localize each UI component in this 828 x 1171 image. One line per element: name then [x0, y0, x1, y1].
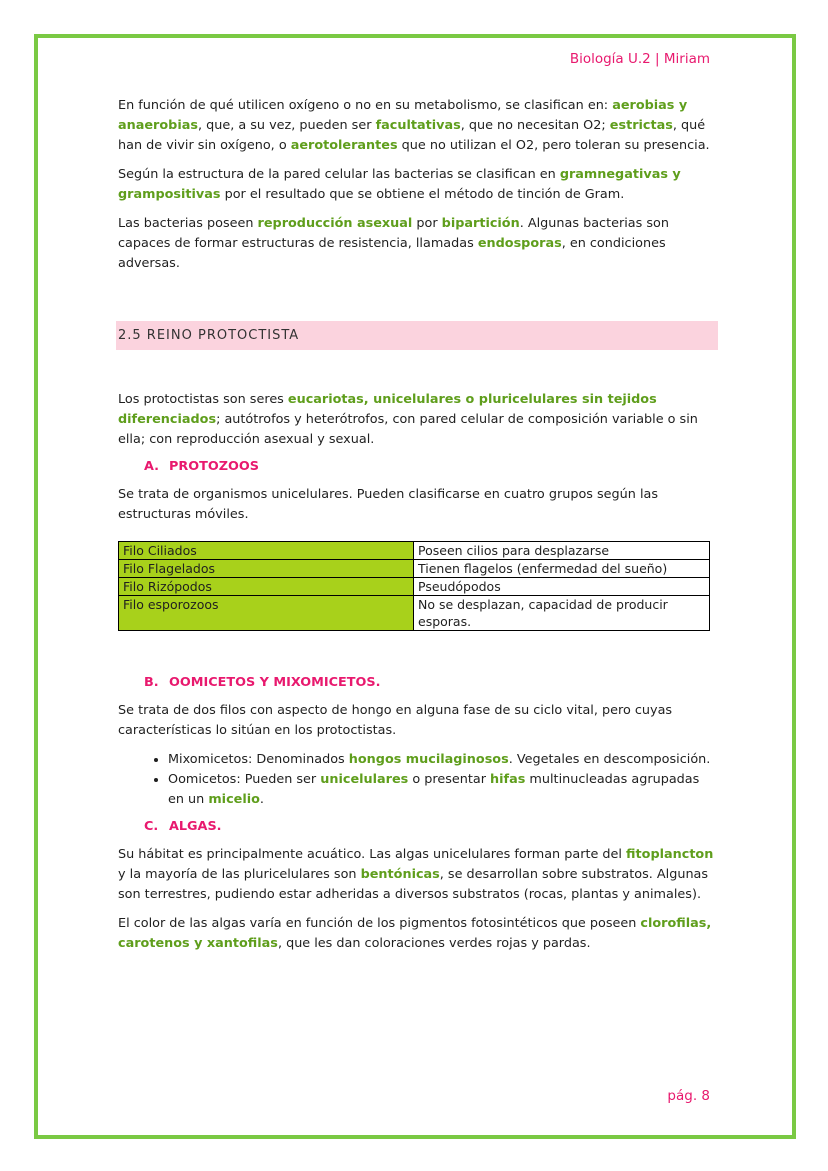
document-body	[118, 96, 714, 963]
highlighted-term: fitoplancton	[626, 847, 714, 862]
paragraph-algas-color	[118, 914, 714, 954]
subheading-title: PROTOZOOS	[169, 459, 259, 474]
subheading-algas	[144, 819, 714, 834]
subheading-letter: C.	[144, 819, 159, 834]
table-row	[119, 596, 710, 631]
highlighted-term: reproducción asexual	[257, 216, 413, 231]
text-run: o presentar	[408, 772, 491, 787]
text-run: , que, a su vez, pueden ser	[197, 118, 376, 133]
paragraph-reproduccion	[118, 214, 714, 274]
filo-description-cell: Tienen flagelos (enfermedad del sueño)	[414, 560, 710, 578]
text-run: En función de qué utilicen oxígeno o no en su metabolismo, se clasifican en:	[118, 98, 613, 113]
subheading-title: OOMICETOS Y MIXOMICETOS.	[169, 675, 381, 690]
text-run: por	[412, 216, 442, 231]
paragraph-protozoos	[118, 485, 714, 525]
highlighted-term: estrictas	[609, 118, 673, 133]
highlighted-term: endosporas	[477, 236, 562, 251]
subheading-protozoos	[144, 459, 714, 474]
oomicetos-list	[118, 750, 714, 810]
highlighted-term: hifas	[490, 772, 526, 787]
subheading-letter: A.	[144, 459, 160, 474]
text-run: Se trata de organismos unicelulares. Pueden clasificarse en cuatro grupos según las estructuras móviles.	[118, 487, 659, 522]
filo-description-cell: No se desplazan, capacidad de producir esporas.	[414, 596, 710, 631]
highlighted-term: eucariotas, unicelulares o pluricelulares sin tejidos diferenciados	[118, 392, 657, 427]
text-run: Los protoctistas son seres	[118, 392, 288, 407]
table-row	[119, 542, 710, 560]
text-run: , que les dan coloraciones verdes rojas y pardas.	[277, 936, 591, 951]
highlighted-term: hongos mucilaginosos	[348, 752, 509, 767]
text-run: Las bacterias poseen	[118, 216, 258, 231]
filo-name-cell: Filo esporozoos	[119, 596, 414, 631]
text-run: . Algunas bacterias son capaces de formar estructuras de resistencia, llamadas	[118, 216, 669, 251]
filo-name-cell: Filo Rizópodos	[119, 578, 414, 596]
text-run: Mixomicetos: Denominados	[168, 752, 349, 767]
highlighted-term: aerotolerantes	[290, 138, 398, 153]
paragraph-oomicetos	[118, 701, 714, 741]
text-run: , se desarrollan sobre substratos. Algunas son terrestres, pudiendo estar adheridas a diversos substratos (rocas, plantas y animales).	[118, 867, 709, 902]
protozoos-table	[118, 541, 710, 631]
highlighted-term: clorofilas, carotenos y xantofilas	[118, 916, 712, 951]
text-run: que no utilizan el O2, pero toleran su presencia.	[397, 138, 710, 153]
page-number: pág. 8	[667, 1088, 710, 1104]
filo-name-cell: Filo Ciliados	[119, 542, 414, 560]
text-run: multinucleadas agrupadas en un	[168, 772, 700, 807]
text-run: y la mayoría de las pluricelulares son	[118, 867, 361, 882]
paragraph-aerobias	[118, 96, 714, 156]
text-run: El color de las algas varía en función de los pigmentos fotosintéticos que poseen	[118, 916, 641, 931]
text-run: Según la estructura de la pared celular las bacterias se clasifican en	[118, 167, 560, 182]
subheading-title: ALGAS.	[169, 819, 222, 834]
header-note: Biología U.2 | Miriam	[569, 51, 710, 67]
highlighted-term: aerobias y anaerobias	[118, 98, 688, 133]
section-heading-band	[118, 321, 714, 350]
text-run: .	[259, 792, 264, 807]
table-row	[119, 578, 710, 596]
text-run: . Vegetales en descomposición.	[508, 752, 711, 767]
text-run: , qué han de vivir sin oxígeno, o	[118, 118, 706, 153]
filo-description-cell: Poseen cilios para desplazarse	[414, 542, 710, 560]
text-run: , que no necesitan O2;	[460, 118, 610, 133]
highlighted-term: unicelulares	[320, 772, 409, 787]
text-run: ; autótrofos y heterótrofos, con pared celular de composición variable o sin ella; con reproducción asexual y sexual.	[118, 412, 698, 447]
text-run: Se trata de dos filos con aspecto de hongo en alguna fase de su ciclo vital, pero cuyas características lo sitúan en los protoctistas.	[118, 703, 673, 738]
list-item	[168, 770, 714, 810]
text-run: Su hábitat es principalmente acuático. Las algas unicelulares forman parte del	[118, 847, 627, 862]
highlighted-term: bentónicas	[360, 867, 440, 882]
subheading-letter: B.	[144, 675, 159, 690]
table-row	[119, 560, 710, 578]
highlighted-term: facultativas	[375, 118, 461, 133]
list-item	[168, 750, 714, 770]
highlighted-term: micelio	[208, 792, 260, 807]
text-run: Oomicetos: Pueden ser	[168, 772, 321, 787]
section-title: 2.5 REINO PROTOCTISTA	[118, 328, 300, 343]
text-run: por el resultado que se obtiene el método de tinción de Gram.	[220, 187, 625, 202]
filo-name-cell: Filo Flagelados	[119, 560, 414, 578]
filo-description-cell: Pseudópodos	[414, 578, 710, 596]
paragraph-gram	[118, 165, 714, 205]
highlighted-term: gramnegativas y grampositivas	[118, 167, 681, 202]
text-run: , en condiciones adversas.	[118, 236, 666, 271]
paragraph-protoctistas	[118, 390, 714, 450]
highlighted-term: bipartición	[441, 216, 520, 231]
paragraph-algas-habitat	[118, 845, 714, 905]
subheading-oomicetos	[144, 675, 714, 690]
